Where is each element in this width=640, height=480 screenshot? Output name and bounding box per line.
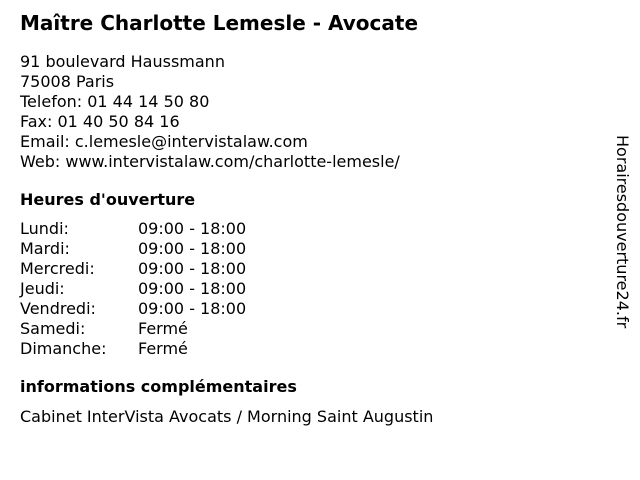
hours-row-sunday [20, 339, 600, 359]
hours-row-monday [20, 219, 600, 239]
side-brand-label: Horairesdouverture24.fr [613, 135, 632, 329]
hours-value: 09:00 - 18:00 [138, 239, 247, 258]
phone-number: Telefon: 01 44 14 50 80 [20, 92, 210, 111]
hours-row-wednesday [20, 259, 600, 279]
hours-row-thursday [20, 279, 600, 299]
hours-value: 09:00 - 18:00 [138, 299, 247, 318]
hours-row-friday [20, 299, 600, 319]
street-address: 91 boulevard Haussmann [20, 52, 225, 71]
business-card [20, 10, 600, 427]
hours-value: 09:00 - 18:00 [138, 279, 247, 298]
hours-value: 09:00 - 18:00 [138, 259, 247, 278]
city-postcode: 75008 Paris [20, 72, 115, 91]
hours-row-tuesday [20, 239, 600, 259]
opening-hours-heading: Heures d'ouverture [20, 190, 196, 209]
day-label: Dimanche: [20, 339, 107, 358]
additional-info-heading: informations complémentaires [20, 377, 297, 396]
additional-info-text: Cabinet InterVista Avocats / Morning Saint Augustin [20, 407, 434, 426]
day-label: Mardi: [20, 239, 70, 258]
opening-hours-table [20, 219, 600, 359]
hours-value: Fermé [138, 319, 188, 338]
day-label: Mercredi: [20, 259, 95, 278]
hours-value: Fermé [138, 339, 188, 358]
hours-row-saturday [20, 319, 600, 339]
address-block [20, 52, 600, 172]
day-label: Samedi: [20, 319, 86, 338]
hours-value: 09:00 - 18:00 [138, 219, 247, 238]
page-title: Maître Charlotte Lemesle - Avocate [20, 11, 419, 35]
day-label: Jeudi: [20, 279, 65, 298]
day-label: Vendredi: [20, 299, 96, 318]
day-label: Lundi: [20, 219, 69, 238]
website-address: Web: www.intervistalaw.com/charlotte-lemesle/ [20, 152, 400, 171]
email-address: Email: c.lemesle@intervistalaw.com [20, 132, 308, 151]
fax-number: Fax: 01 40 50 84 16 [20, 112, 180, 131]
